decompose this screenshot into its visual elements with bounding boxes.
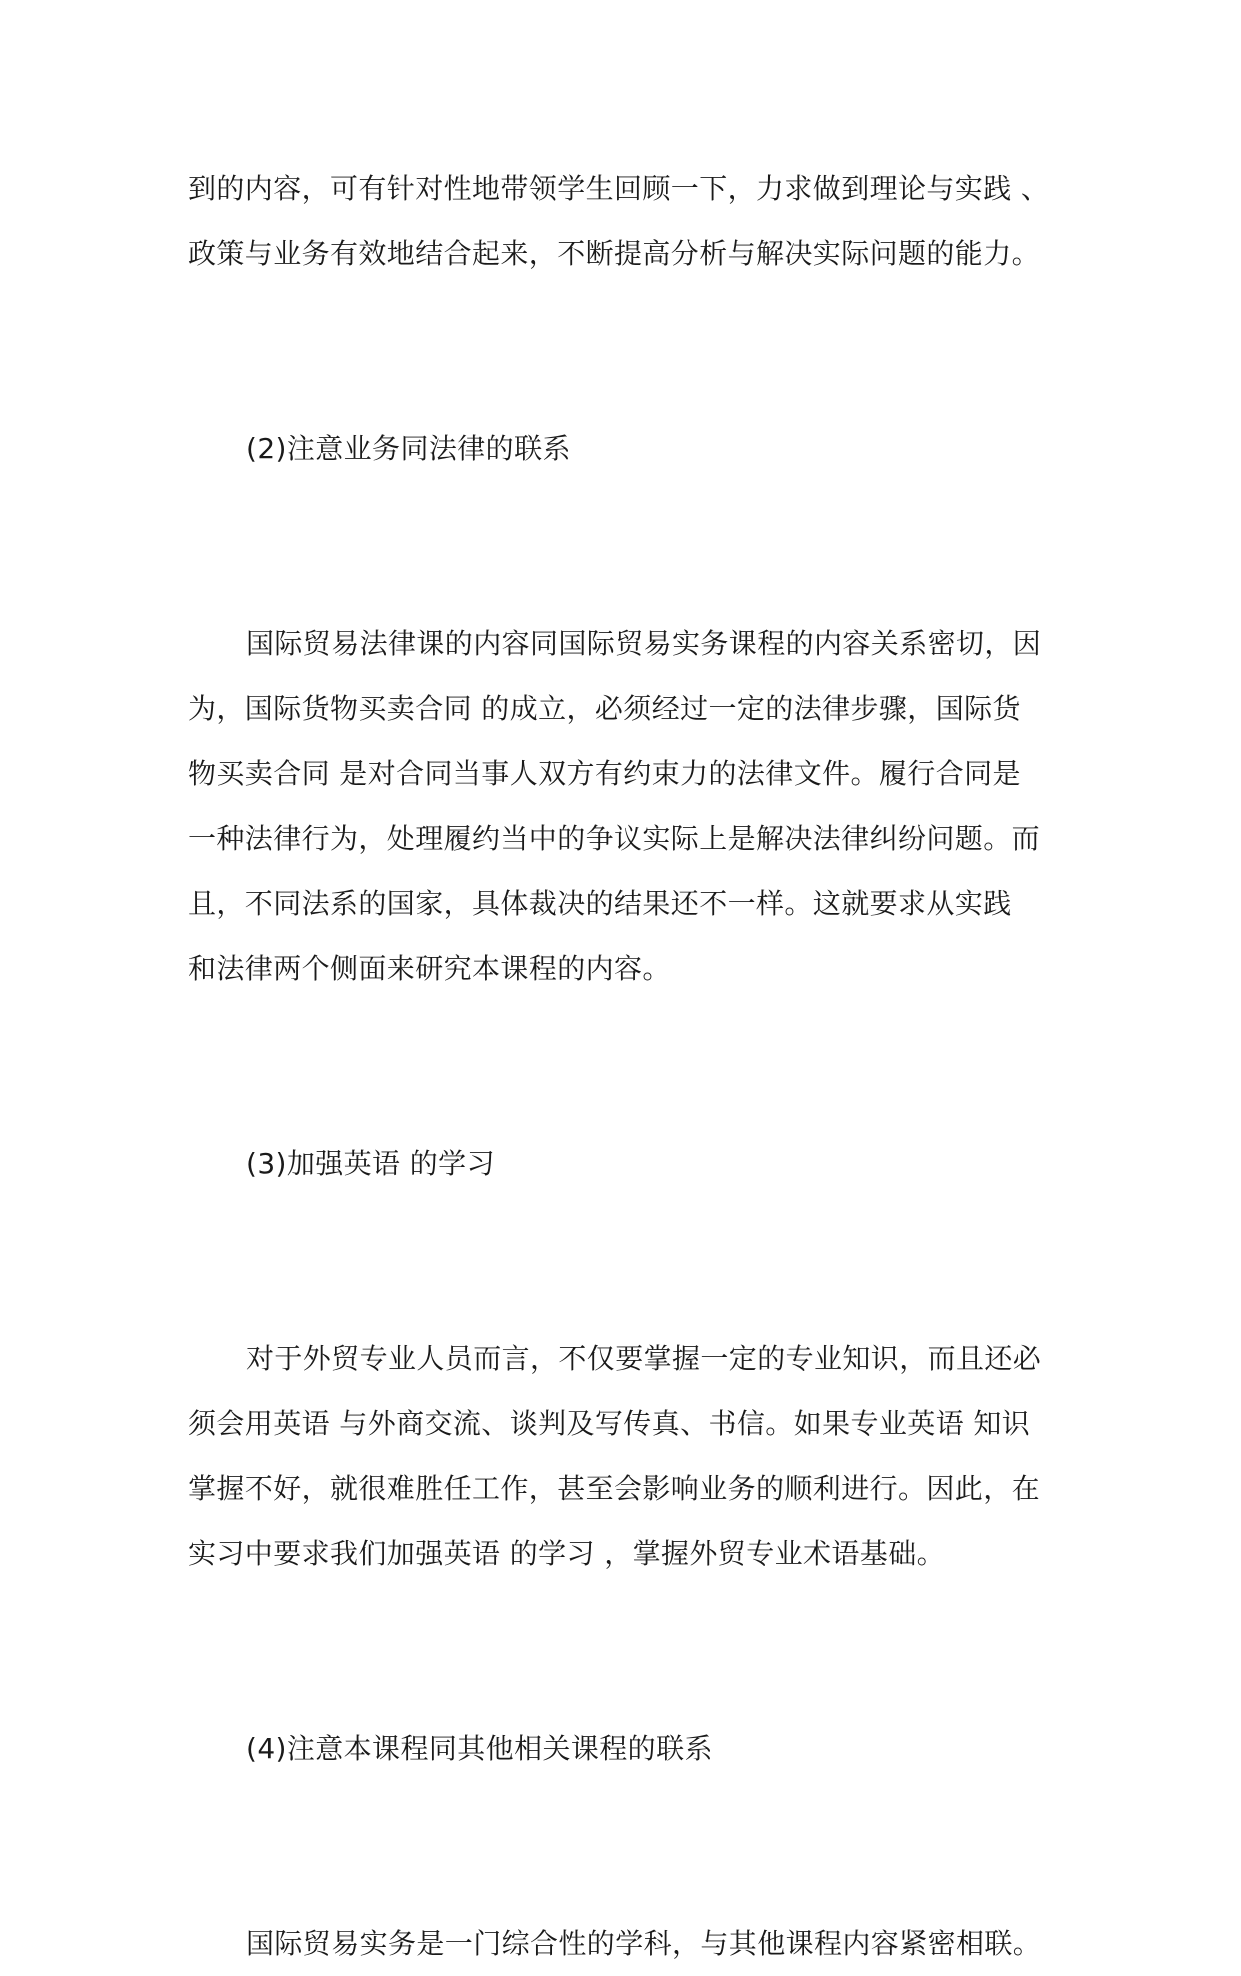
text-line: 和法律两个侧面来研究本课程的内容。 xyxy=(188,952,671,985)
paragraph-gap xyxy=(188,1586,1068,1716)
heading-text: (2)注意业务同法律的联系 xyxy=(246,432,571,465)
paragraph-gap xyxy=(188,1001,1068,1131)
paragraph-gap xyxy=(188,481,1068,611)
paragraph-gap xyxy=(188,1196,1068,1326)
heading-text: (3)加强英语 的学习 xyxy=(246,1147,495,1180)
text-line: 国际贸易实务是一门综合性的学科，与其他课程内容紧密相联。 xyxy=(246,1927,1042,1960)
paragraph-gap xyxy=(188,1781,1068,1911)
text-line: 物买卖合同 是对合同当事人双方有约束力的法律文件。履行合同是 xyxy=(188,757,1021,790)
text-line: 掌握不好，就很难胜任工作，甚至会影响业务的顺利进行。因此，在 xyxy=(188,1472,1041,1505)
text-line: 对于外贸专业人员而言，不仅要掌握一定的专业知识，而且还必 xyxy=(246,1342,1042,1375)
text-line: 政策与业务有效地结合起来，不断提高分析与解决实际问题的能力。 xyxy=(188,237,1041,270)
paragraph-continuation xyxy=(188,156,1068,286)
section-heading-3 xyxy=(188,1131,1068,1196)
paragraph-law xyxy=(188,611,1068,1001)
text-line: 且，不同法系的国家，具体裁决的结果还不一样。这就要求从实践 xyxy=(188,887,1012,920)
text-line: 为，国际货物买卖合同 的成立，必须经过一定的法律步骤，国际货 xyxy=(188,692,1021,725)
section-heading-4 xyxy=(188,1716,1068,1781)
text-line: 实习中要求我们加强英语 的学习 ，掌握外贸专业术语基础。 xyxy=(188,1537,946,1570)
text-line: 国际贸易法律课的内容同国际贸易实务课程的内容关系密切，因 xyxy=(246,627,1042,660)
document-body xyxy=(188,156,1068,1976)
text-line: 到的内容，可有针对性地带领学生回顾一下，力求做到理论与实践 、 xyxy=(188,172,1050,205)
paragraph-related-courses xyxy=(188,1911,1068,1976)
heading-text: (4)注意本课程同其他相关课程的联系 xyxy=(246,1732,713,1765)
text-line: 须会用英语 与外商交流、谈判及写传真、书信。如果专业英语 知识 xyxy=(188,1407,1031,1440)
paragraph-english xyxy=(188,1326,1068,1586)
paragraph-gap xyxy=(188,286,1068,416)
text-line: 一种法律行为，处理履约当中的争议实际上是解决法律纠纷问题。而 xyxy=(188,822,1041,855)
section-heading-2 xyxy=(188,416,1068,481)
